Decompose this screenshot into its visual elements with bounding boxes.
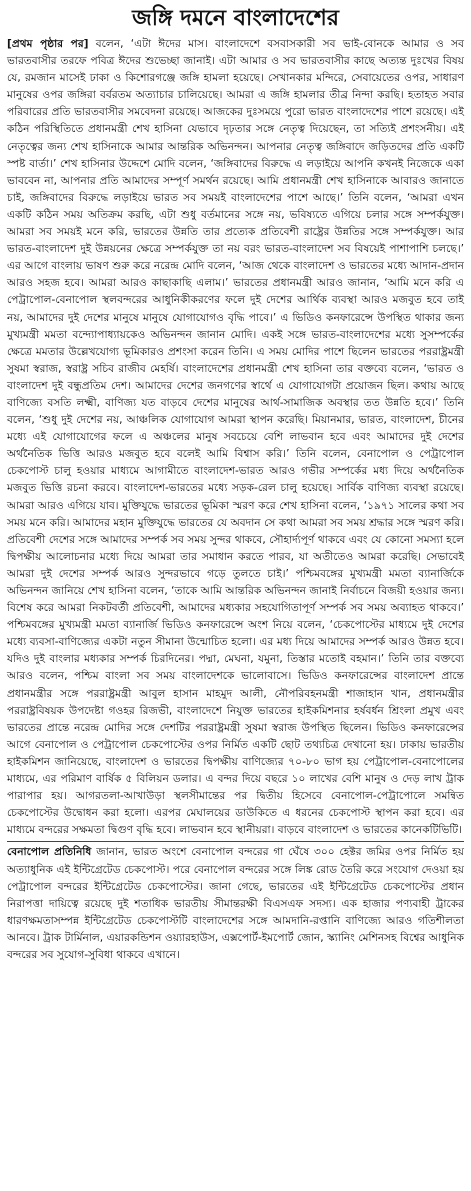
correspondent-label: বেনাপোল প্রতিনিধি xyxy=(7,846,92,859)
paragraph-text: বলেন, ‘এটা ঈদের মাস। বাংলাদেশে বসবাসকারী সব ভাই-বোনকে আমার ও সব ভারতবাসীর তরফে পবিত্র ঈদের শুভেচ্ছা জানাই। এটা আমার ও সব ভারতবাসীর কাছে অত্যন্ত দুঃখের বিষয় যে, রমজান মাসেই ঢাকা ও কিশোরগঞ্জে জঙ্গি হামলা হয়েছে। সেখানকার মন্দিরে, সেবায়েতের ওপর, সাধারণ মানুষের ওপর জঙ্গিরা বর্বরতম অত্যাচার চালিয়েছে। আমরা এ জঙ্গি হামলার তীব্র নিন্দা করছি। হতাহত সবার পরিবারের প্রতি ভারতবাসীর সমবেদনা রয়েছে। আজকের দুঃসময়ে পুরো ভারত বাংলাদেশের পাশে রয়েছে। এই কঠিন পরিস্থিতিতে প্রধানমন্ত্রী শেখ হাসিনা যেভাবে দৃঢ়তার সঙ্গে নেতৃত্ব দিয়েছেন, তা সত্যিই প্রশংসনীয়। এই নেতৃত্বের জন্য শেখ হাসিনাকে আমার আন্তরিক অভিনন্দন। আপনার নেতৃত্ব জঙ্গিবাদে জড়িতদের প্রতি একটি স্পষ্ট বার্তা।’ শেখ হাসিনার উদ্দেশে মোদি বলেন, ‘জঙ্গিবাদের বিরুদ্ধে এ লড়াইয়ে আপনি কখনই নিজেকে একা ভাববেন না, আপনার প্রতি আমাদের সম্পূর্ণ সমর্থন রয়েছে। আমি প্রধানমন্ত্রী শেখ হাসিনাকে আবারও জানাতে চাই, জঙ্গিবাদের বিরুদ্ধে লড়াইয়ে ভারত সব সময়ই বাংলাদেশের পাশে আছে।’ তিনি বলেন, ‘আমরা এখন একটি কঠিন সময় অতিক্রম করছি, এটা শুধু বর্তমানের সঙ্গে নয়, ভবিষ্যতে এগিয়ে চলার সঙ্গে সম্পর্কযুক্ত। আমরা সব সময়ই মনে করি, ভারতের উন্নতি তার প্রত্যেক প্রতিবেশী রাষ্ট্রের উন্নতির সঙ্গে সম্পর্কযুক্ত। আর ভারত-বাংলাদেশ দুই উন্নয়নের ক্ষেত্রে সম্পর্কযুক্ত তা নয় বরং ভারত-বাংলাদেশ সব বিষয়েই পাশাপাশি চলছে।’ এর আগে বাংলায় ভাষণ শুরু করে নরেন্দ্র মোদি বলেন, ‘আজ থেকে বাংলাদেশ ও ভারতের মধ্যে আদান-প্রদান আরও সহজ হবে। আমরা আরও কাছাকাছি এলাম।’ ভারতের প্রধানমন্ত্রী আরও জানান, ‘আমি মনে করি এ পেট্রাপোল-বেনাপোল স্থলবন্দরের আধুনিকীকরণের ফলে দুই দেশের আর্থিক ব্যবস্থা আরও মজবুত হবে তাই নয়, আমাদের দুই দেশের মানুষে মানুষে যোগাযোগও বৃদ্ধি পাবে।’ এ ভিডিও কনফারেন্সে উপস্থিত থাকার জন্য মুখ্যমন্ত্রী মমতা বন্দ্যোপাধ্যায়কেও অভিনন্দন জানান মোদি। একই সঙ্গে ভারত-বাংলাদেশের মধ্যে সুসম্পর্কের ক্ষেত্রে মমতার উল্লেখযোগ্য ভূমিকারও প্রশংসা করেন তিনি। এ সময় মোদির পাশে ছিলেন ভারতের পররাষ্ট্রমন্ত্রী সুষমা স্বরাজ, স্বরাষ্ট্র সচিব রাজীব মেহর্ষি। বাংলাদেশের প্রধানমন্ত্রী শেখ হাসিনা তার বক্তব্যে বলেন, ‘ভারত ও বাংলাদেশ দুই বন্ধুপ্রতিম দেশ। আমাদের দেশের জনগণের স্বার্থে এ যোগাযোগটা প্রয়োজন ছিল। কথায় আছে বাণিজ্যে বসতি লক্ষ্মী, বাণিজ্য যত বাড়বে দেশের মানুষের আর্থ-সামাজিক অবস্থার তত উন্নতি হবে।’ তিনি বলেন, ‘শুধু দুই দেশের নয়, আঞ্চলিক যোগাযোগ আমরা স্থাপন করেছি। মিয়ানমার, ভারত, বাংলাদেশ, চীনের মধ্যে এই যোগাযোগের ফলে এ অঞ্চলের মানুষ সবচেয়ে বেশি লাভবান হবে এবং আমাদের দুই দেশের অর্থনৈতিক ভিত্তি আরও মজবুত হবে বলেই আমি বিশ্বাস করি।’ তিনি বলেন, বেনাপোল ও পেট্রাপোল চেকপোস্ট চালু হওয়ার মাধ্যমে আগামীতে বাংলাদেশ-ভারত আরও গভীর সম্পর্কের মধ্য দিয়ে অর্থনৈতিক মজবুত ভিত্তি রচনা করবে। বাংলাদেশ-ভারতের মধ্যে সড়ক-রেল চালু হয়েছে। সার্বিক বাণিজ্য ব্যবস্থা রয়েছে। আমরা আরও এগিয়ে যাব। মুক্তিযুদ্ধে ভারতের ভূমিকা স্মরণ করে শেখ হাসিনা বলেন, ‘১৯৭১ সালের কথা সব সময় মনে করি। আমাদের মহান মুক্তিযুদ্ধে ভারতের যে অবদান সে কথা আমরা সব সময় শ্রদ্ধার সঙ্গে স্মরণ করি। প্রতিবেশী দেশের সঙ্গে আমাদের সম্পর্ক সব সময় সুন্দর থাকবে, সৌহার্দ্যপূর্ণ থাকবে এবং যে কোনো সমস্যা হলে দ্বিপক্ষীয় আলোচনার মধ্যে দিয়ে আমরা তার সমাধান করতে পারব, যা অতীতেও আমরা করেছি। সেভাবেই আমরা দুই দেশের সম্পর্ক আরও সুন্দরভাবে গড়ে তুলতে চাই।’ পশ্চিমবঙ্গের মুখ্যমন্ত্রী মমতা ব্যানার্জিকে অভিনন্দন জানিয়ে শেখ হাসিনা বলেন, ‘তাকে আমি আন্তরিক অভিনন্দন জানাই নির্বাচনে বিজয়ী হওয়ার জন্য। বিশেষ করে আমরা নিকটবর্তী প্রতিবেশী, আমাদের মধ্যকার সহযোগিতাপূর্ণ সম্পর্ক সব সময় অব্যাহত থাকবে।’ পশ্চিমবঙ্গের মুখ্যমন্ত্রী মমতা ব্যানার্জি ভিডিও কনফারেন্সে অংশ নিয়ে বলেন, ‘চেকপোস্টের মাধ্যমে দুই দেশের মধ্যে ব্যবসা-বাণিজ্যের একটা নতুন সীমানা উন্মোচিত হলো। এর মধ্য দিয়ে আমাদের সম্পর্ক আরও উন্নত হবে। যদিও দুই বাংলার মধ্যকার সম্পর্ক চিরদিনের। পদ্মা, মেঘনা, যমুনা, তিস্তার মতোই বহমান।’ তিনি তার বক্তব্যে আরও বলেন, পশ্চিম বাংলা সব সময় বাংলাদেশকে ভালোবাসে। ভিডিও কনফারেন্সের বাংলাদেশ প্রান্তে প্রধানমন্ত্রীর সঙ্গে পররাষ্ট্রমন্ত্রী আবুল হাসান মাহমুদ আলী, নৌপরিবহনমন্ত্রী শাজাহান খান, প্রধানমন্ত্রীর পররাষ্ট্রবিষয়ক উপদেষ্টা গওহর রিজভী, বাংলাদেশে নিযুক্ত ভারতের হাইকমিশনার হর্ষবর্ধন শ্রিংলা প্রমুখ এবং ভারতের প্রান্তে নরেন্দ্র মোদির সঙ্গে দেশটির পররাষ্ট্রমন্ত্রী সুষমা স্বরাজ উপস্থিত ছিলেন। ভিডিও কনফারেন্সের আগে বেনাপোল ও পেট্রাপোল চেকপোস্টের ওপর নির্মিত একটি ছোট তথ্যচিত্র দেখানো হয়। ঢাকায় ভারতীয় হাইকমিশন জানিয়েছে, বাংলাদেশ ও ভারতের দ্বিপক্ষীয় বাণিজ্যের ৭০-৮০ ভাগ হয় পেট্রাপোল-বেনাপোলের মাধ্যমে, এর পরিমাণ বার্ষিক ৫ বিলিয়ন ডলার। এ বন্দর দিয়ে বছরে ১০ লাখের বেশি মানুষ ও দেড় লাখ ট্রাক পারাপার হয়। আগরতলা-আখাউড়া স্থলসীমান্তের পর দ্বিতীয় হিসেবে বেনাপোল-পেট্রাপোলে সমন্বিত চেকপোস্টের উদ্বোধন করা হলো। এরপর মেঘালয়ের ডাউকিতে এ ধরনের চেকপোস্ট স্থাপন করা হবে। এর মাধ্যমে বন্দরের সক্ষমতা দ্বিগুণ বৃদ্ধি হবে। লাভবান হবে স্থানীয়রা। বাড়বে বাংলাদেশ ও ভারতের কানেকটিভিটি। xyxy=(7,38,464,837)
article-body xyxy=(7,36,464,964)
continuation-label: [প্রথম পৃষ্ঠার পর] xyxy=(7,38,89,50)
headline: জঙ্গি দমনে বাংলাদেশের xyxy=(132,6,339,31)
article-paragraph xyxy=(7,36,464,839)
divider xyxy=(7,841,464,842)
article-paragraph xyxy=(7,844,464,964)
paragraph-text: জানান, ভারত অংশে বেনাপোল বন্দরের গা ঘেঁষে ৩০০ হেক্টর জমির ওপর নির্মিত হয় অত্যাধুনিক এই ইন্টিগ্রেটেড চেকপোস্ট। পরে বেনাপোল বন্দরের সঙ্গে লিঙ্ক রোড তৈরি করে সংযোগ দেওয়া হয় পেট্রাপোল বন্দরের ইন্টিগ্রেটেড চেকপোস্টের। জানা গেছে, ভারতের এই ইন্টিগ্রেটেড চেকপোস্টের প্রধান নিরাপত্তা দায়িত্বে রয়েছে দুই শতাধিক ভারতীয় সীমান্তরক্ষী বিএসএফ সদস্য। এক হাজার পণ্যবাহী ট্রাকের ধারণক্ষমতাসম্পন্ন ইন্টিগ্রেটেড চেকপোস্টটি বাংলাদেশের সঙ্গে আমদানি-রপ্তানি বাণিজ্যে আরও গতিশীলতা আনবে। ট্রাক টার্মিনাল, এয়ারকন্ডিশন ওয়্যারহাউস, এক্সপোর্ট-ইমপোর্ট জোন, স্ক্যানিং মেশিনসহ বিশ্বের আধুনিক বন্দরের সব সুযোগ-সুবিধা থাকবে এখানে। xyxy=(7,846,464,961)
